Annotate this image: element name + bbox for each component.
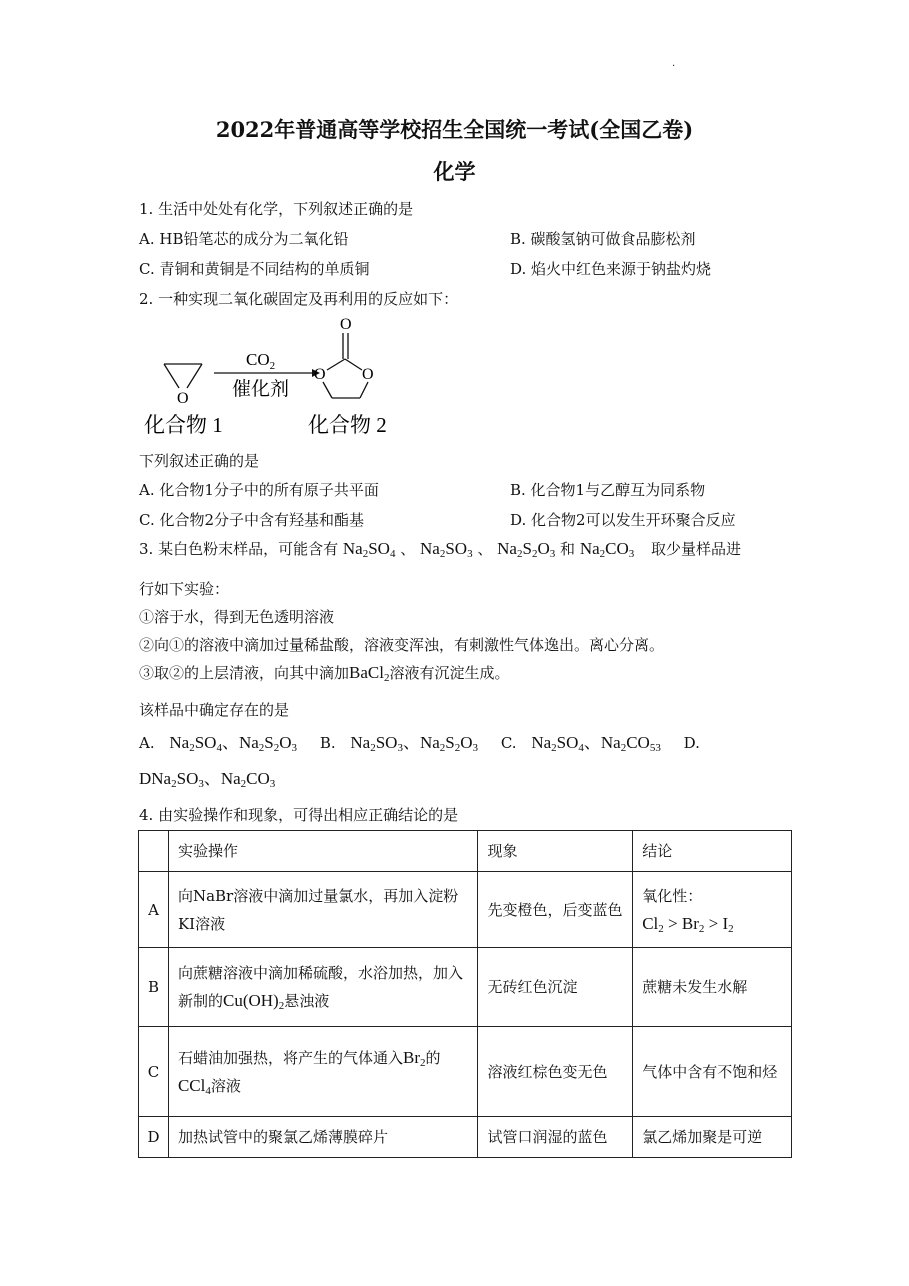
formula-ccl4: CCl$_4$	[177, 1075, 211, 1097]
row-label: C	[139, 1027, 169, 1117]
q2-stem: 2. 一种实现二氧化碳固定及再利用的反应如下：	[139, 290, 459, 308]
q3-step-3-text: ③取②的上层清液，向其中滴加	[139, 664, 350, 682]
q3-stem-end: 取少量样品进	[651, 540, 742, 558]
ring-bond-5	[360, 382, 368, 398]
formula-br2: $Br_2$	[402, 1047, 426, 1069]
q1-option-a: A. HB铅笔芯的成分为二氧化铅	[139, 230, 349, 248]
reaction-scheme	[140, 312, 420, 442]
row-phenomenon: 溶液红棕色变无色	[478, 1027, 633, 1117]
catalyst-label: 催化剂	[232, 378, 290, 400]
q3-step-3	[139, 662, 509, 683]
formula-na2co3: $Na_2CO_3$	[579, 539, 635, 560]
formula-bacl2: BaCl$_2$	[349, 663, 390, 684]
q2-prompt: 下列叙述正确的是	[139, 452, 260, 470]
ring-oxygen-right: O	[362, 366, 374, 383]
q3-option-d-formula: $DNa_2SO_3$、$Na_2CO_3$	[139, 769, 276, 790]
row-operation: 向NaBr溶液中滴加过量氯水，再加入淀粉KI溶液	[168, 872, 477, 948]
q1-stem: 1. 生活中处处有化学，下列叙述正确的是	[139, 200, 414, 218]
row-conclusion	[633, 872, 792, 948]
q3-option-a: $Na_2SO_4$、$Na_2S_2O_3$	[169, 733, 298, 754]
table-row	[139, 872, 792, 948]
q3-stem	[139, 538, 741, 559]
row-phenomenon: 试管口润湿的蓝色	[478, 1117, 633, 1158]
experiment-table	[138, 830, 792, 1158]
q3-step-1: ①溶于水，得到无色透明溶液	[139, 608, 335, 626]
row-label: A	[139, 872, 169, 948]
row-operation: 加热试管中的聚氯乙烯薄膜碎片	[168, 1117, 477, 1158]
table-row	[139, 1027, 792, 1117]
q2-option-b: B. 化合物1与乙醇互为同系物	[510, 481, 706, 499]
table-row	[139, 948, 792, 1027]
q3-stem-text: 3. 某白色粉末样品，可能含有	[139, 540, 339, 558]
table-header-row	[139, 831, 792, 872]
ring-bond-1	[327, 359, 345, 370]
q1-option-c: C. 青铜和黄铜是不同结构的单质铜	[139, 260, 370, 278]
formula-oxidizing-order: $Cl_2 > Br_2 > I_2$	[642, 913, 734, 935]
q3-step-2: ②向①的溶液中滴加过量稀盐酸，溶液变浑浊，有刺激性气体逸出。离心分离。	[139, 636, 665, 654]
q3-option-d	[139, 764, 275, 789]
compound1-label: 化合物 1	[144, 413, 223, 437]
q3-option-b: $Na_2SO_3$、$Na_2S_2O_3$	[350, 733, 479, 754]
table-row	[139, 1117, 792, 1158]
q3-step-3-end: 溶液有沉淀生成。	[389, 664, 510, 682]
ring-bond-3	[323, 382, 332, 398]
conjunction: 和	[560, 540, 576, 558]
q3-option-c-label: C.	[500, 734, 517, 752]
q3-stem-continued: 行如下实验：	[139, 580, 230, 598]
ring-oxygen-left: O	[314, 366, 326, 383]
q3-options	[139, 728, 700, 753]
formula-na2so4: $Na_2SO_4$	[342, 539, 396, 560]
row-conclusion: 气体中含有不饱和烃	[633, 1027, 792, 1117]
formula-na2so3: $Na_2SO_3$	[420, 539, 473, 560]
exam-title: 2022年普通高等学校招生全国统一考试(全国乙卷)	[215, 117, 694, 142]
header-phenomenon: 现象	[478, 831, 633, 872]
row-conclusion: 氯乙烯加聚是可逆	[633, 1117, 792, 1158]
q2-option-d: D. 化合物2可以发生开环聚合反应	[510, 511, 736, 529]
separator: 、	[477, 540, 493, 558]
q4-stem: 4. 由实验操作和现象，可得出相应正确结论的是	[139, 806, 459, 824]
row-phenomenon: 先变橙色，后变蓝色	[478, 872, 633, 948]
formula-na2s2o3: $Na_2S_2O_3$	[497, 539, 556, 560]
q3-option-c: $Na_2SO_4$、$Na_2CO_{53}$	[531, 733, 661, 754]
ring-bond-2	[345, 359, 362, 370]
formula-cuoh2: $Cu(OH)_2$	[222, 991, 285, 1012]
separator: 、	[400, 540, 416, 558]
q3-option-d-label: D.	[683, 734, 700, 752]
epoxide-bond-left	[164, 364, 179, 388]
compound2-label: 化合物 2	[308, 413, 387, 437]
conclusion-text: 氧化性：	[642, 886, 703, 905]
carbonyl-oxygen: O	[340, 316, 352, 333]
row-operation: 向蔗糖溶液中滴加稀硫酸，水浴加热，加入新制的$Cu(OH)_2$悬浊液	[168, 948, 477, 1027]
subject-title: 化学	[433, 159, 476, 184]
q2-option-a: A. 化合物1分子中的所有原子共平面	[139, 481, 379, 499]
reagent-co2: $CO_2$	[246, 350, 276, 372]
row-label: D	[139, 1117, 169, 1158]
header-dot: .	[672, 58, 676, 69]
epoxide-bond-right	[187, 364, 202, 388]
q1-option-b: B. 碳酸氢钠可做食品膨松剂	[510, 230, 696, 248]
row-label: B	[139, 948, 169, 1027]
header-conclusion: 结论	[633, 831, 792, 872]
reaction-svg	[140, 312, 420, 442]
epoxide-oxygen: O	[177, 390, 189, 407]
q3-prompt: 该样品中确定存在的是	[139, 701, 290, 719]
q3-option-b-label: B.	[319, 734, 336, 752]
header-operation: 实验操作	[168, 831, 477, 872]
q2-option-c: C. 化合物2分子中含有羟基和酯基	[139, 511, 365, 529]
q1-option-d: D. 焰火中红色来源于钠盐灼烧	[510, 260, 712, 278]
row-operation: 石蜡油加强热，将产生的气体通入$Br_2$的 CCl$_4$溶液	[168, 1027, 477, 1117]
row-conclusion: 蔗糖未发生水解	[633, 948, 792, 1027]
row-phenomenon: 无砖红色沉淀	[478, 948, 633, 1027]
q3-option-a-label: A.	[139, 734, 155, 752]
header-blank	[139, 831, 169, 872]
